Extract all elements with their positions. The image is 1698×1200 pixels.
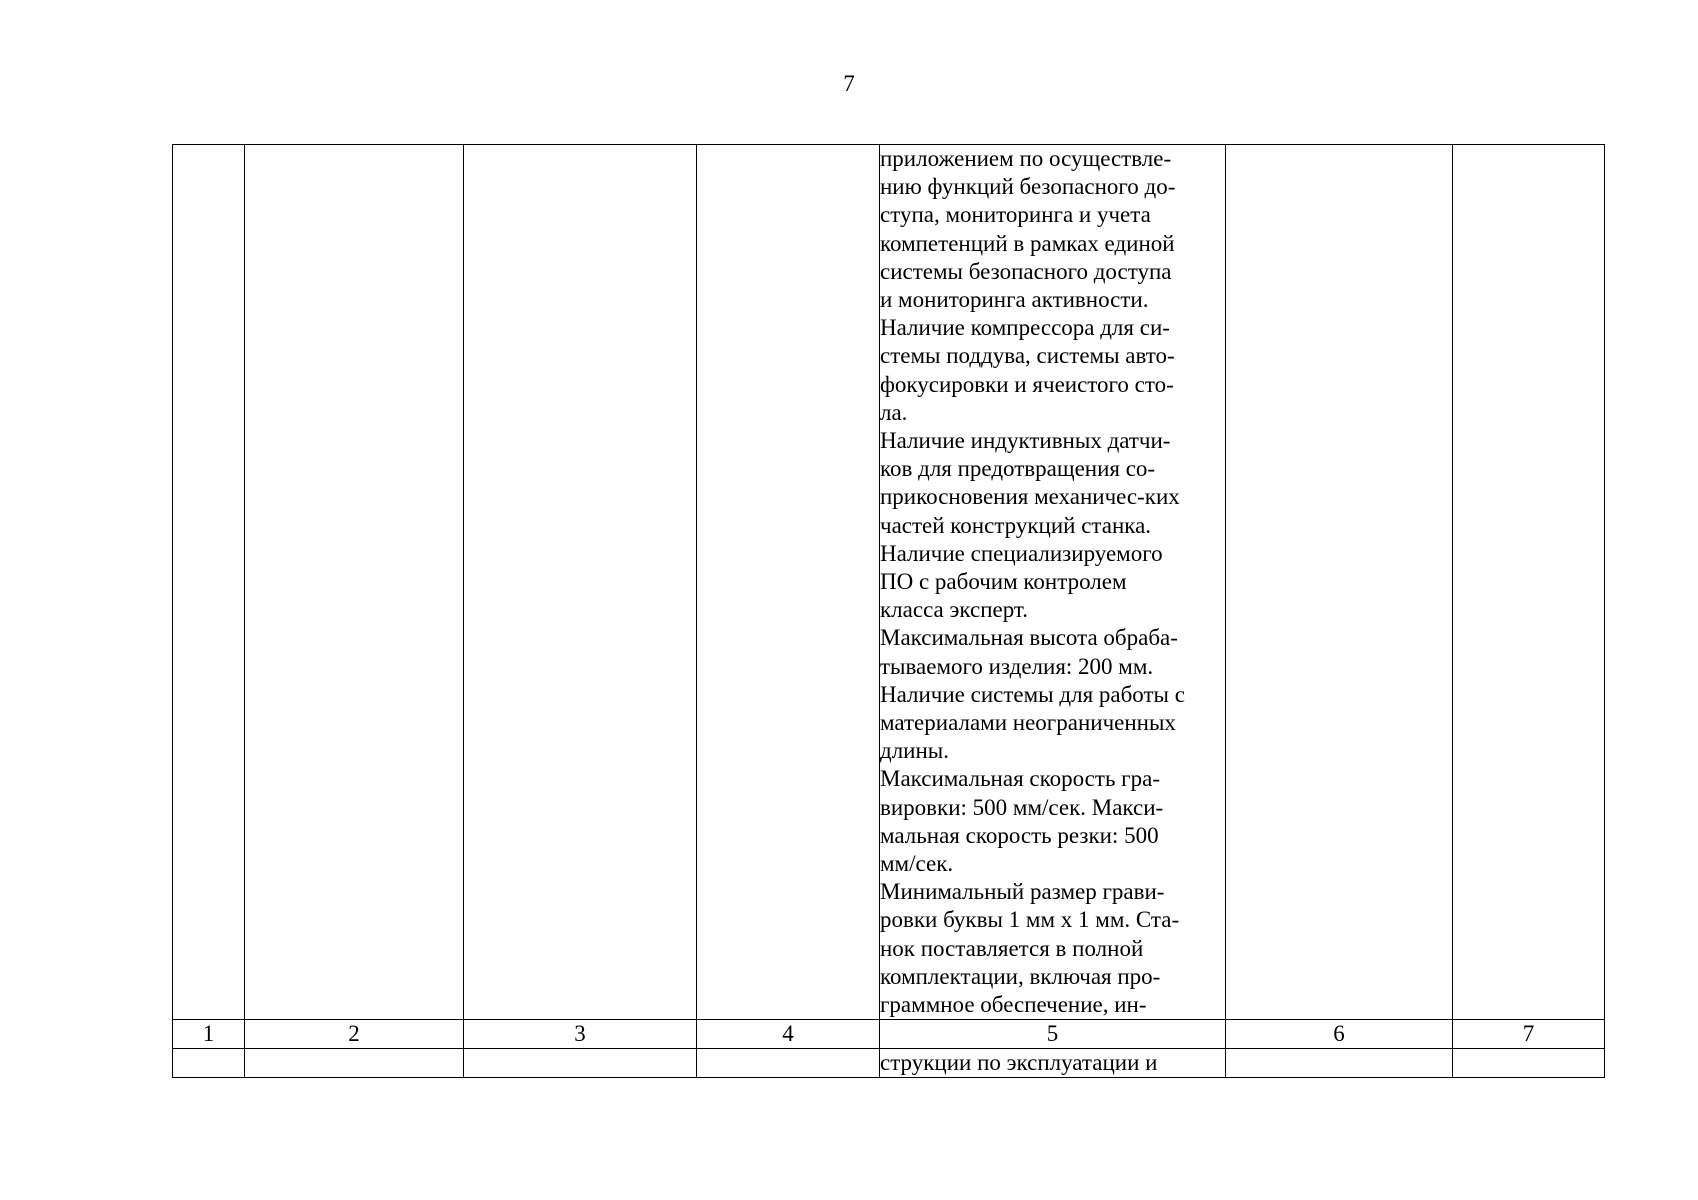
cell-description-tail: струкции по эксплуатации и (880, 1049, 1226, 1078)
description-line: Максимальная скорость гра- (880, 766, 1160, 792)
description-line: стемы поддува, системы авто- (880, 343, 1175, 369)
cell-col-2 (245, 145, 464, 1020)
description-line: ла. (880, 399, 908, 425)
cell-col-7 (1453, 145, 1605, 1020)
specification-table (172, 144, 1605, 1078)
description-line: Наличие системы для работы с (880, 681, 1185, 707)
description-line: и мониторинга активности. (880, 287, 1149, 313)
description-line: Наличие компрессора для си- (880, 315, 1170, 341)
cell-col-6 (1226, 145, 1453, 1020)
description-line: материалами неограниченных (880, 710, 1176, 736)
description-line: ПО с рабочим контролем (880, 569, 1127, 595)
cell-description (880, 145, 1226, 1020)
description-line: ровки буквы 1 мм х 1 мм. Ста- (880, 907, 1180, 933)
page-number: 7 (843, 71, 855, 96)
column-number: 4 (697, 1020, 880, 1049)
description-line: частей конструкций станка. (880, 512, 1152, 538)
description-line: нок поставляется в полной (880, 935, 1144, 961)
cell-col-7 (1453, 1049, 1605, 1078)
cell-col-3 (464, 1049, 697, 1078)
column-number-row (173, 1020, 1605, 1049)
column-number: 3 (464, 1020, 697, 1049)
description-line: мальная скорость резки: 500 (880, 822, 1159, 848)
column-number: 6 (1226, 1020, 1453, 1049)
cell-col-3 (464, 145, 697, 1020)
description-line: ступа, мониторинга и учета (880, 202, 1151, 228)
cell-col-2 (245, 1049, 464, 1078)
description-line: Максимальная высота обраба- (880, 625, 1178, 651)
description-line: вировки: 500 мм/сек. Макси- (880, 794, 1164, 820)
column-number: 2 (245, 1020, 464, 1049)
column-number: 5 (880, 1020, 1226, 1049)
description-line: Наличие специализируемого (880, 540, 1163, 566)
cell-col-1 (173, 1049, 245, 1078)
description-line: прикосновения механичес-ких (880, 484, 1180, 510)
description-line: мм/сек. (880, 851, 954, 877)
description-line: комплектации, включая про- (880, 963, 1161, 989)
table-row-tail (173, 1049, 1605, 1078)
description-line: тываемого изделия: 200 мм. (880, 653, 1154, 679)
column-number: 1 (173, 1020, 245, 1049)
cell-col-4 (697, 1049, 880, 1078)
column-number: 7 (1453, 1020, 1605, 1049)
description-line: системы безопасного доступа (880, 258, 1172, 284)
table-row-continuation (173, 145, 1605, 1020)
description-line: ков для предотвращения со- (880, 456, 1156, 482)
description-line: фокусировки и ячеистого сто- (880, 371, 1174, 397)
description-line: компетенций в рамках единой (880, 230, 1175, 256)
description-line: Наличие индуктивных датчи- (880, 428, 1171, 454)
description-line: длины. (880, 738, 949, 764)
description-line: Минимальный размер грави- (880, 879, 1165, 905)
cell-col-4 (697, 145, 880, 1020)
cell-col-1 (173, 145, 245, 1020)
description-line: приложением по осуществле- (880, 146, 1172, 171)
description-line: нию функций безопасного до- (880, 174, 1176, 200)
description-line: граммное обеспечение, ин- (880, 992, 1147, 1018)
description-line: класса эксперт. (880, 597, 1028, 623)
cell-col-6 (1226, 1049, 1453, 1078)
